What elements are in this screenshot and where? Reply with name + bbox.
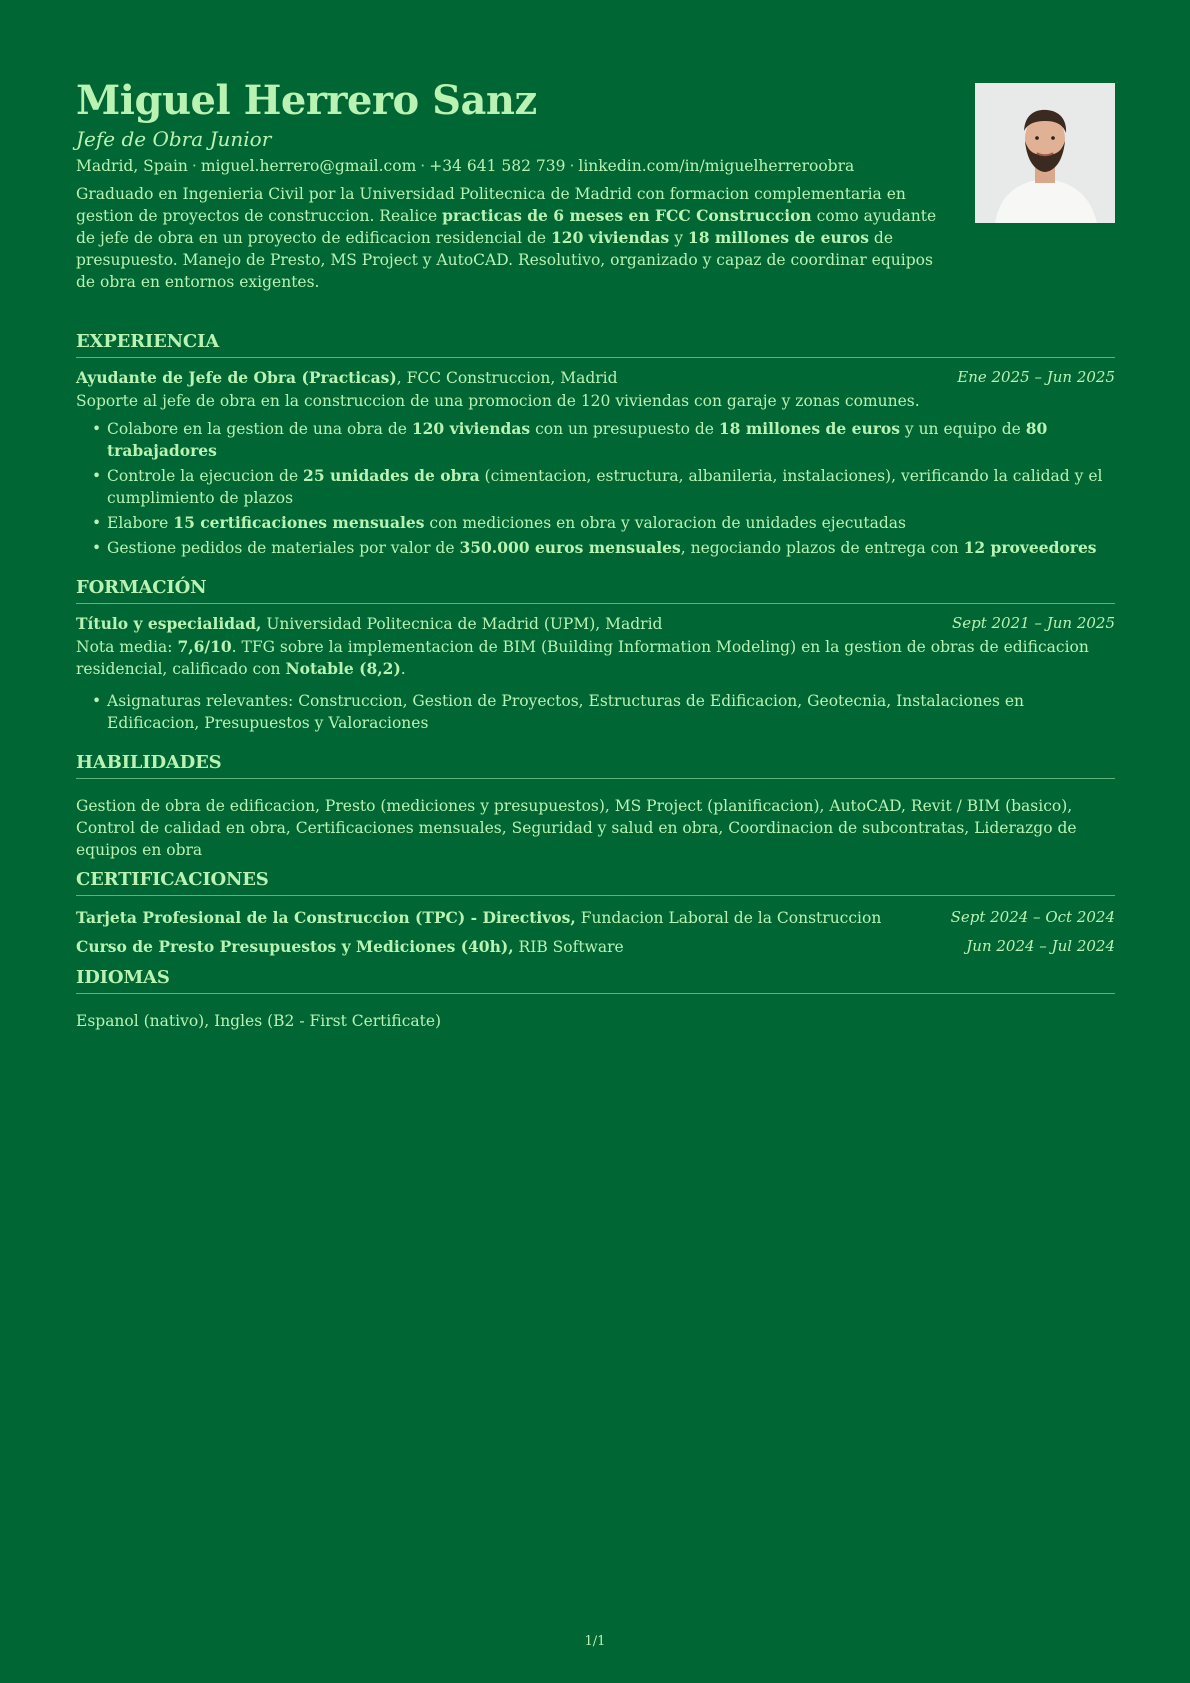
separator: · (569, 157, 575, 175)
list-item: • Gestione pedidos de materiales por valor de 350.000 euros mensuales, negociando plazos de entrega con 12 proveedores (107, 537, 1115, 559)
person-avatar-icon (975, 83, 1115, 223)
degree-title: Título y especialidad, (76, 614, 262, 633)
section-title: HABILIDADES (76, 752, 222, 773)
certification-issuer: RIB Software (513, 938, 624, 956)
list-item: • Elabore 15 certificaciones mensuales con mediciones en obra y valoracion de unidades ejecutadas (107, 512, 1115, 534)
separator: · (191, 157, 197, 175)
summary-highlight: practicas de 6 meses en FCC Construccion (442, 206, 812, 225)
experience-section (76, 331, 1115, 559)
education-section (76, 577, 1115, 734)
skills-section (76, 752, 1115, 861)
section-divider (76, 778, 1115, 779)
resume-header (76, 78, 1115, 313)
achievement-list (76, 418, 1115, 559)
candidate-role: Jefe de Obra Junior (76, 127, 272, 151)
date-range: Ene 2025 – Jun 2025 (957, 368, 1115, 386)
resume-page (76, 70, 1115, 1032)
institution: Universidad Politecnica de Madrid (UPM), Madrid (261, 615, 663, 633)
organization: , FCC Construccion, Madrid (396, 369, 618, 387)
date-range: Sept 2024 – Oct 2024 (950, 908, 1115, 926)
contact-linkedin[interactable]: linkedin.com/in/miguelherreroobra (578, 157, 855, 175)
date-range: Jun 2024 – Jul 2024 (966, 937, 1115, 955)
coursework-list (76, 690, 1115, 734)
profile-photo (975, 83, 1115, 223)
skills-text: Gestion de obra de edificacion, Presto (mediciones y presupuestos), MS Project (planificacion), AutoCAD, Revit / BIM (basico), Control de calidad en obra, Certificaciones mensuales, Seguridad y salud en obra, Coordinacion de subcontratas, Liderazgo de equipos en obra (76, 797, 1077, 859)
date-range: Sept 2021 – Jun 2025 (951, 614, 1115, 632)
section-divider (76, 603, 1115, 604)
languages-section (76, 967, 1115, 1032)
candidate-name: Miguel Herrero Sanz (76, 77, 537, 124)
section-title: EXPERIENCIA (76, 331, 220, 352)
list-item: • Asignaturas relevantes: Construccion, Gestion de Proyectos, Estructuras de Edificacion, Geotecnia, Instalaciones en Edificacion, Presupuestos y Valoraciones (107, 690, 1115, 734)
contact-location: Madrid, Spain (76, 157, 188, 175)
contact-email[interactable]: miguel.herrero@gmail.com (200, 157, 417, 175)
page-number: 1/1 (584, 1634, 606, 1649)
summary-text: y (669, 229, 688, 247)
certification-entry (76, 935, 1115, 959)
languages-text: Espanol (nativo), Ingles (B2 - First Certificate) (76, 1012, 442, 1030)
summary-text: de presupuesto. Manejo de Presto, MS Project y AutoCAD. Resolutivo, organizado y capaz de coordinar equipos de obra en entornos exigentes. (76, 229, 933, 291)
entry-description: Soporte al jefe de obra en la construccion de una promocion de 120 viviendas con garaje y zonas comunes. (76, 392, 920, 410)
section-title: CERTIFICACIONES (76, 869, 269, 890)
separator: · (420, 157, 426, 175)
position-title: Ayudante de Jefe de Obra (Practicas) (76, 368, 397, 387)
certifications-section (76, 869, 1115, 959)
section-divider (76, 895, 1115, 896)
section-title: IDIOMAS (76, 967, 170, 988)
summary (76, 183, 956, 293)
summary-highlight: 120 viviendas (551, 228, 670, 247)
section-divider (76, 993, 1115, 994)
contact-line (76, 155, 1115, 177)
certification-name: Tarjeta Profesional de la Construccion (TPC) - Directivos, (76, 908, 576, 927)
summary-highlight: 18 millones de euros (687, 228, 869, 247)
education-entry (76, 612, 1115, 734)
section-divider (76, 357, 1115, 358)
summary-text: Graduado en Ingenieria Civil por la Universidad Politecnica de Madrid con formacion complementaria en gestion de proyectos de construccion. Realice (76, 185, 906, 225)
certification-name: Curso de Presto Presupuestos y Mediciones (40h), (76, 937, 514, 956)
section-title: FORMACIÓN (76, 577, 207, 598)
list-item: • Controle la ejecucion de 25 unidades de obra (cimentacion, estructura, albanileria, instalaciones), verificando la calidad y el cumplimiento de plazos (107, 465, 1115, 509)
list-item: • Colabore en la gestion de una obra de 120 viviendas con un presupuesto de 18 millones de euros y un equipo de 80 trabajadores (107, 418, 1115, 462)
experience-entry (76, 366, 1115, 559)
certification-issuer: Fundacion Laboral de la Construccion (575, 909, 882, 927)
summary-text: como ayudante de jefe de obra en un proyecto de edificacion residencial de (76, 207, 937, 247)
certification-entry (76, 906, 1115, 930)
entry-description: Nota media: 7,6/10. TFG sobre la implementacion de BIM (Building Information Modeling) en la gestion de obras de edificacion residencial, calificado con Notable (8,2). (76, 637, 1089, 678)
contact-phone[interactable]: +34 641 582 739 (429, 157, 566, 175)
